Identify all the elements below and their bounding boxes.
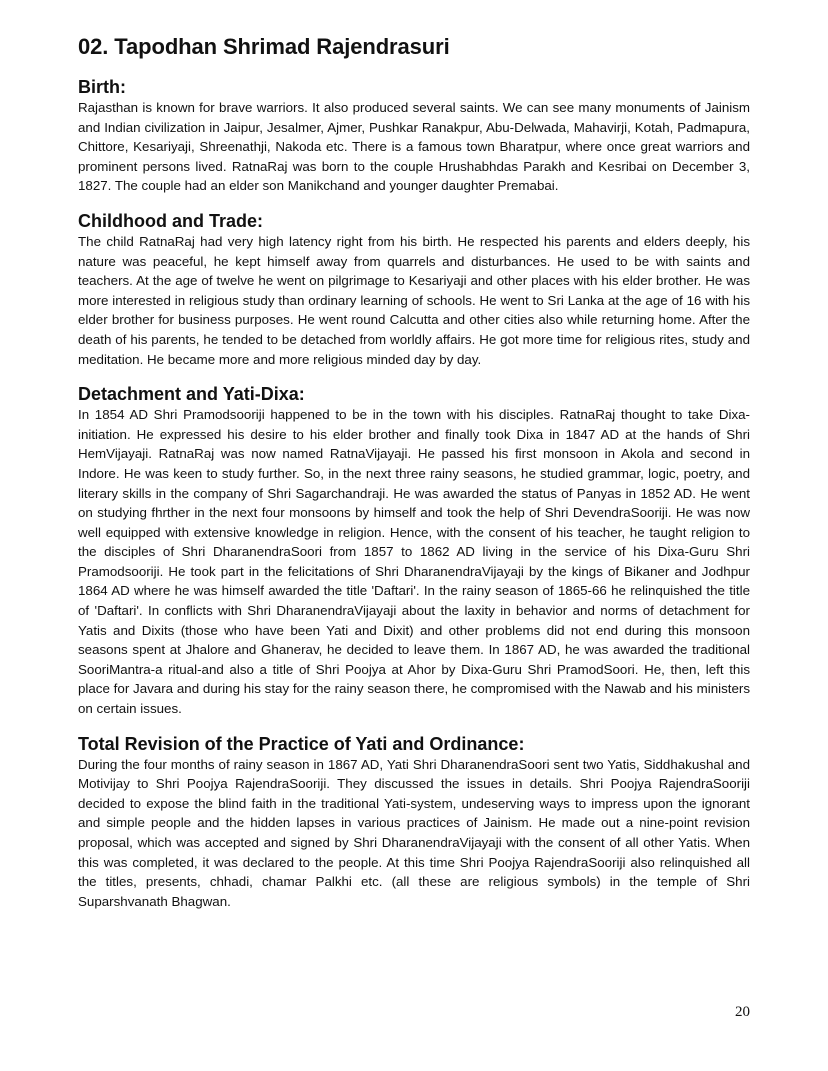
page-number: 20 — [735, 1004, 750, 1020]
section-paragraph: The child RatnaRaj had very high latency right from his birth. He respected his parents and elders deeply, his nature was peaceful, he kept himself away from quarrels and disturbances. He used to be with saints and teachers. At the age of twelve he went on pilgrimage to Kesariyaji and other places with his elder brother. He was more interested in religious study than ordinary learning of schools. He went to Sri Lanka at the age of 16 with his elder brother for business purposes. He went round Calcutta and other cities also while returning home. After the death of his parents, he tended to be detached from worldly affairs. He got more time for religious rites, study and meditation. He became more and more religious minded day by day. — [78, 233, 750, 367]
section-childhood-and-trade — [78, 210, 750, 369]
section-birth — [78, 76, 750, 196]
section-paragraph: In 1854 AD Shri Pramodsooriji happened to be in the town with his disciples. RatnaRaj thought to take Dixa-initiation. He expressed his desire to his elder brother and finally took Dixa in 1847 AD at the hands of Shri HemVijayaji. RatnaRaj was now named RatnaVijayaji. He passed his first monsoon in Akola and second in Indore. He was keen to study further. So, in the next three rainy seasons, he studied grammar, logic, poetry, and literary skills in the company of Shri Sagarchandraji. He was awarded the status of Panyas in 1852 AD. He went on studying fhrther in the next four monsoons by himself and took the help of Shri DevendraSooriji. He was now well equipped with extensive knowledge in religion. Hence, with the consent of his teacher, he taught religion to the disciples of Shri DharanendraSoori from 1857 to 1862 AD living in the service of his Dixa-Guru Shri Pramodsooriji. He took part in the felicitations of Shri DharanendraVijayaji by the kings of Bikaner and Jodhpur 1864 AD where he was himself awarded the title 'Daftari'. In the rainy season of 1865-66 he relinquished the title of 'Daftari'. In conflicts with Shri DharanendraVijayaji about the laxity in behavior and norms of detachment for Yatis and Dixits (those who have been Yati and Dixit) and other problems did not end during this monsoon seasons spent at Jhalore and Ghanerav, he decided to leave them. In 1867 AD, he was awarded the traditional SooriMantra-a ritual-and also a title of Shri Poojya at Ahor by Dixa-Guru Shri PramodSoori. He, then, left this place for Javara and during his stay for the rainy season there, he compromised with the Nawab and his ministers on certain issues. — [78, 407, 750, 717]
section-total-revision — [78, 733, 750, 912]
section-heading: Birth: — [78, 77, 126, 97]
section-paragraph: Rajasthan is known for brave warriors. It also produced several saints. We can see many monuments of Jainism and Indian civilization in Jaipur, Jesalmer, Ajmer, Pushkar Ranakpur, Abu-Delwada, Mahavirji, Kotah, Padmapura, Chittore, Kesariyaji, Shreenathji, Nakoda etc. There is a famous town Bharatpur, where once great warriors and prominent persons lived. RatnaRaj was born to the couple Hrushabhdas Parakh and Kesribai on December 3, 1827. The couple had an elder son Manikchand and younger daughter Premabai. — [78, 100, 750, 194]
document-page — [78, 32, 750, 925]
section-paragraph: During the four months of rainy season in 1867 AD, Yati Shri DharanendraSoori sent two Yatis, Siddhakushal and Motivijay to Shri Poojya RajendraSooriji. They discussed the issues in details. Shri Poojya RajendraSooriji decided to expose the blind faith in the traditional Yati-system, undeserving ways to impress upon the ignorant and simple people and the hidden lapses in various practices of Jainism. He made out a nine-point revision proposal, which was accepted and signed by Shri DharanendraVijayaji with the consent of all other Yatis. When this was completed, it was declared to the people. At this time Shri Poojya RajendraSooriji also relinquished all the titles, presents, chhadi, chamar Palkhi etc. (all these are religious symbols) in the temple of Shri Suparshvanath Bhagwan. — [78, 756, 750, 909]
page-title: 02. Tapodhan Shrimad Rajendrasuri — [78, 34, 450, 59]
section-heading: Total Revision of the Practice of Yati and Ordinance: — [78, 733, 525, 754]
section-heading: Childhood and Trade: — [78, 210, 263, 231]
section-heading: Detachment and Yati-Dixa: — [78, 384, 305, 405]
section-detachment-and-yati-dixa — [78, 383, 750, 719]
